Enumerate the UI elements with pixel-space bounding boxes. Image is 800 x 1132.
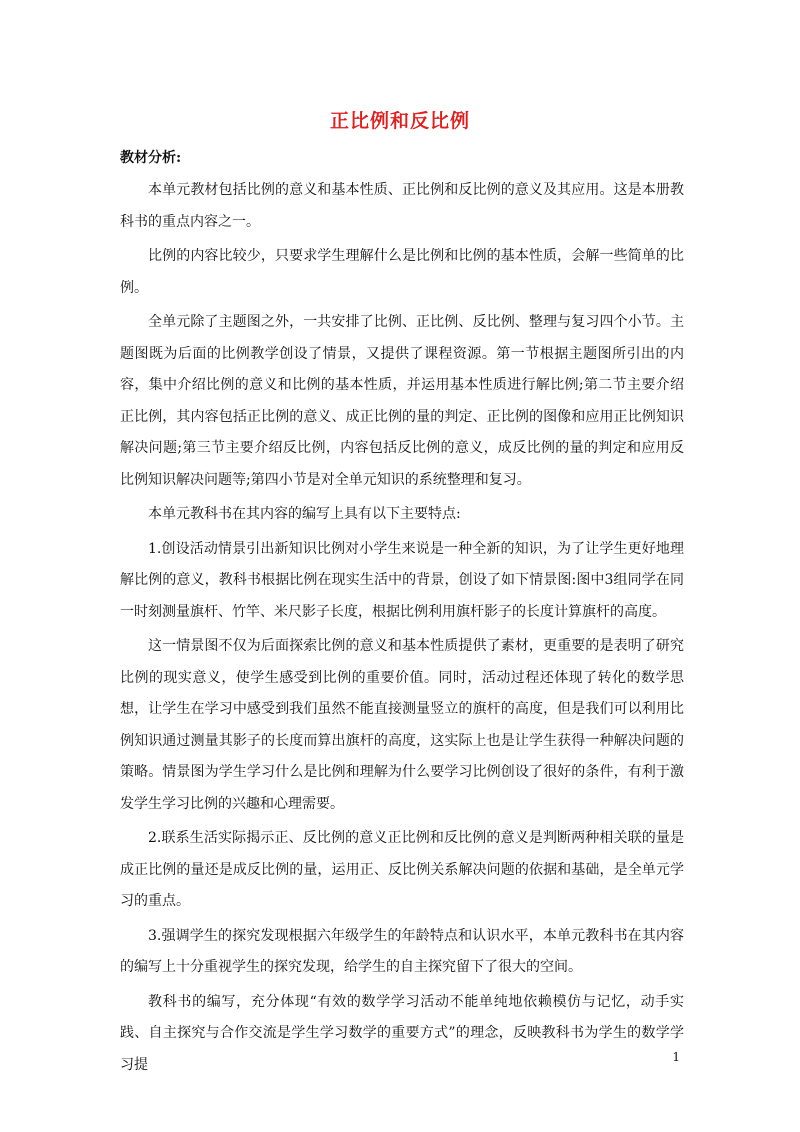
page-title: 正比例和反比例 [329, 110, 470, 132]
page-number: 1 [672, 1050, 680, 1064]
paragraph: 1.创设活动情景引出新知识比例对小学生来说是一种全新的知识，为了让学生更好地理解比例的意义，教科书根据比例在现实生活中的背景，创设了如下情景图:图中3组同学在同一时刻测量旗杆、竹竿、米尺影子长度，根据比例利用旗杆影子的长度计算旗杆的高度。 [120, 540, 684, 620]
paragraph: 比例的内容比较少，只要求学生理解什么是比例和比例的基本性质，会解一些简单的比例。 [120, 248, 684, 296]
paragraph: 教科书的编写，充分体现“有效的数学学习活动不能单纯地依赖模仿与记忆，动手实践、自主探究与合作交流是学生学习数学的重要方式”的理念，反映教科书为学生的数学学习提 [120, 993, 684, 1073]
body-text [120, 175, 684, 1084]
paragraph: 全单元除了主题图之外，一共安排了比例、正比例、反比例、整理与复习四个小节。主题图既为后面的比例教学创设了情景，又提供了课程资源。第一节根据主题图所引出的内容，集中介绍比例的意义和比例的基本性质，并运用基本性质进行解比例;第二节主要介绍正比例，其内容包括正比例的意义、成正比例的量的判定、正比例的图像和应用正比例知识解决问题;第三节主要介绍反比例，内容包括反比例的意义，成反比例的量的判定和应用反比例知识解决问题等;第四小节是对全单元知识的系统整理和复习。 [120, 314, 684, 488]
section-heading: 教材分析: [120, 150, 182, 166]
paragraph: 本单元教科书在其内容的编写上具有以下主要特点: [148, 506, 461, 522]
paragraph: 2.联系生活实际揭示正、反比例的意义正比例和反比例的意义是判断两种相关联的量是成正比例的量还是成反比例的量，运用正、反比例关系解决问题的依据和基础，是全单元学习的重点。 [120, 830, 684, 909]
paragraph: 本单元教材包括比例的意义和基本性质、正比例和反比例的意义及其应用。这是本册教科书的重点内容之一。 [120, 182, 684, 230]
paragraph: 这一情景图不仅为后面探索比例的意义和基本性质提供了素材，更重要的是表明了研究比例的现实意义，使学生感受到比例的重要价值。同时，活动过程还体现了转化的数学思想，让学生在学习中感受到我们虽然不能直接测量竖立的旗杆的高度，但是我们可以利用比例知识通过测量其影子的长度而算出旗杆的高度，这实际上也是让学生获得一种解决问题的策略。情景图为学生学习什么是比例和理解为什么要学习比例创设了很好的条件，有利于激发学生学习比例的兴趣和心理需要。 [120, 638, 684, 812]
paragraph: 3.强调学生的探究发现根据六年级学生的年龄特点和认识水平，本单元教科书在其内容的编写上十分重视学生的探究发现，给学生的自主探究留下了很大的空间。 [120, 927, 684, 975]
